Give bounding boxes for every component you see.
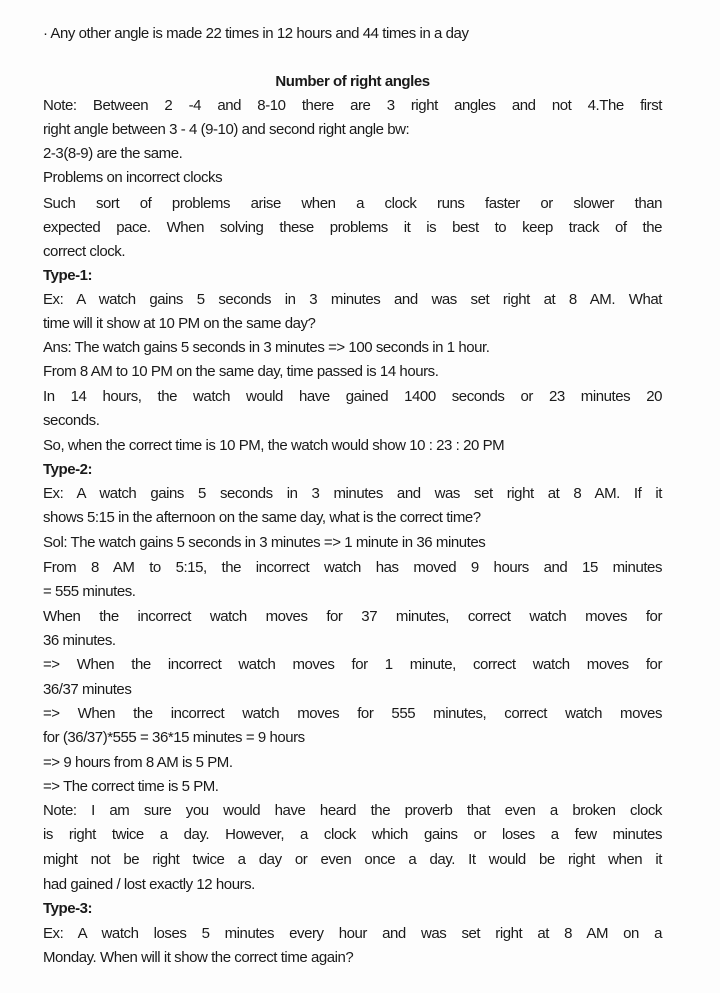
text-line: Note: I am sure you would have heard the proverb that even a broken clock (43, 802, 662, 819)
text-line: might not be right twice a day or even once a day. It would be right when it (43, 851, 662, 868)
text-line: right angle between 3 - 4 (9-10) and second right angle bw: (43, 121, 410, 138)
text-line: So, when the correct time is 10 PM, the watch would show 10 : 23 : 20 PM (43, 437, 505, 454)
text-line: Ex: A watch loses 5 minutes every hour and was set right at 8 AM on a (43, 925, 662, 942)
text-line: time will it show at 10 PM on the same day? (43, 315, 316, 332)
text-line: => When the incorrect watch moves for 1 minute, correct watch moves for (43, 656, 662, 673)
text-line: = 555 minutes. (43, 583, 136, 600)
text-line: is right twice a day. However, a clock which gains or loses a few minutes (43, 826, 662, 843)
text-line: correct clock. (43, 243, 126, 260)
type-heading: Type-1: (43, 267, 93, 284)
text-line: shows 5:15 in the afternoon on the same day, what is the correct time? (43, 509, 481, 526)
text-line: => The correct time is 5 PM. (43, 778, 219, 795)
text-line: Such sort of problems arise when a clock runs faster or slower than (43, 195, 662, 212)
type-heading: Type-3: (43, 900, 93, 917)
text-line: Monday. When will it show the correct time again? (43, 949, 354, 966)
text-line: Sol: The watch gains 5 seconds in 3 minutes => 1 minute in 36 minutes (43, 534, 486, 551)
text-line: 36/37 minutes (43, 681, 132, 698)
text-line: Note: Between 2 -4 and 8-10 there are 3 right angles and not 4.The first (43, 97, 662, 114)
text-line: Ans: The watch gains 5 seconds in 3 minutes => 100 seconds in 1 hour. (43, 339, 490, 356)
text-line: 36 minutes. (43, 632, 116, 649)
section-heading: Number of right angles (275, 73, 430, 90)
text-line: From 8 AM to 10 PM on the same day, time passed is 14 hours. (43, 363, 439, 380)
text-line: Ex: A watch gains 5 seconds in 3 minutes and was set right at 8 AM. What (43, 291, 662, 308)
text-line: seconds. (43, 412, 100, 429)
text-line: In 14 hours, the watch would have gained 1400 seconds or 23 minutes 20 (43, 388, 662, 405)
text-line: for (36/37)*555 = 36*15 minutes = 9 hours (43, 729, 305, 746)
text-line: 2-3(8-9) are the same. (43, 145, 183, 162)
text-line: => 9 hours from 8 AM is 5 PM. (43, 754, 233, 771)
text-line: From 8 AM to 5:15, the incorrect watch has moved 9 hours and 15 minutes (43, 559, 662, 576)
text-line: Problems on incorrect clocks (43, 169, 223, 186)
text-line: => When the incorrect watch moves for 555 minutes, correct watch moves (43, 705, 662, 722)
text-line: · Any other angle is made 22 times in 12 hours and 44 times in a day (43, 25, 469, 42)
type-heading: Type-2: (43, 461, 93, 478)
text-line: expected pace. When solving these problems it is best to keep track of the (43, 219, 662, 236)
text-line: When the incorrect watch moves for 37 minutes, correct watch moves for (43, 608, 662, 625)
text-line: had gained / lost exactly 12 hours. (43, 876, 255, 893)
text-line: Ex: A watch gains 5 seconds in 3 minutes and was set right at 8 AM. If it (43, 485, 662, 502)
